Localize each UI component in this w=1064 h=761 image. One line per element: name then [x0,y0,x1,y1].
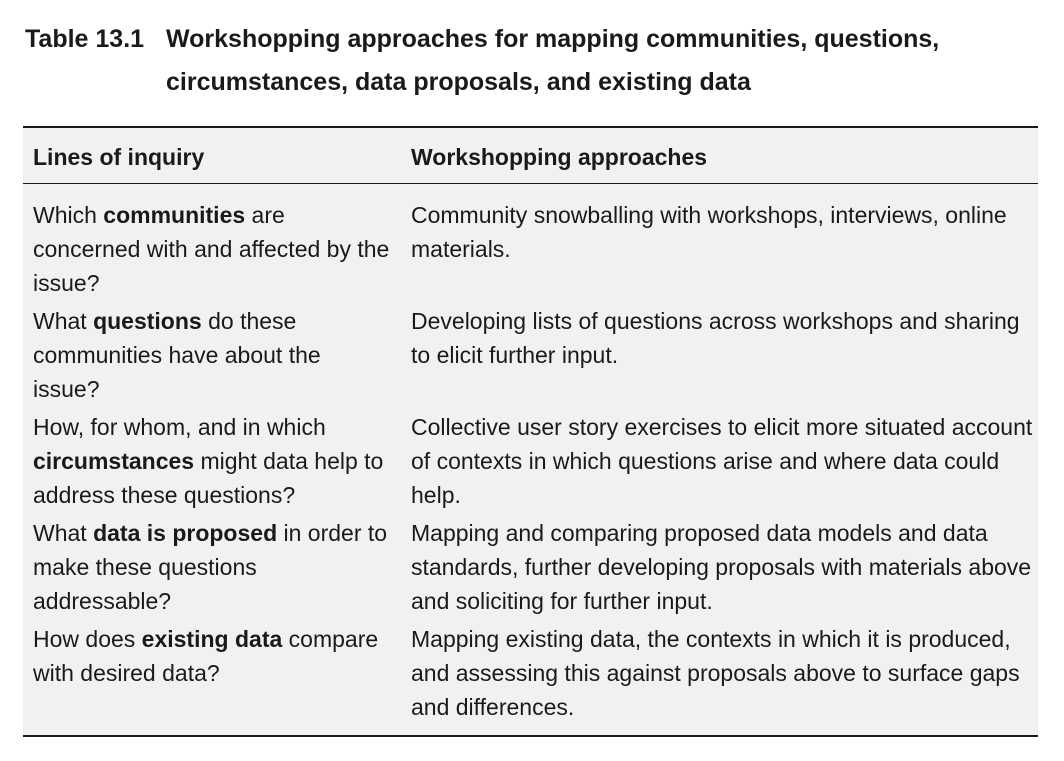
inquiry-cell: What data is proposed in order to make these questions addressable? [33,520,388,614]
inquiry-keyword: circumstances [33,448,195,474]
table-title: Workshopping approaches for mapping communities, questions, circumstances, data proposals, and existing data [166,25,940,96]
inquiry-cell: How does existing data compare with desired data? [33,626,379,686]
header-workshopping-approaches: Workshopping approaches [411,144,708,170]
approach-cell: Mapping existing data, the contexts in which it is produced, and assessing this against proposals above to surface gaps and differences. [411,626,1020,720]
table-label: Table 13.1 [25,25,145,53]
approach-cell: Community snowballing with workshops, interviews, online materials. [411,202,1007,262]
approach-cell: Mapping and comparing proposed data models and data standards, further developing proposals with materials above and soliciting for further input. [411,520,1032,614]
inquiry-keyword: communities [103,202,246,228]
inquiry-cell: Which communities are concerned with and affected by the issue? [33,202,390,296]
inquiry-keyword: existing data [141,626,283,652]
inquiry-keyword: data is proposed [93,520,278,546]
approach-cell: Collective user story exercises to elicit more situated account of contexts in which questions arise and where data could help. [411,414,1033,508]
inquiry-keyword: questions [93,308,202,334]
table-row [23,622,1038,724]
inquiry-table [23,126,1038,737]
header-lines-of-inquiry: Lines of inquiry [33,144,205,170]
table-header-row [23,128,1038,184]
inquiry-cell: What questions do these communities have about the issue? [33,308,321,402]
table-row [23,304,1038,406]
table-row [23,410,1038,512]
table-caption [25,18,1035,104]
table-row [23,198,1038,300]
inquiry-cell: How, for whom, and in which circumstances might data help to address these questions? [33,414,384,508]
approach-cell: Developing lists of questions across workshops and sharing to elicit further input. [411,308,1020,368]
table-row [23,516,1038,618]
